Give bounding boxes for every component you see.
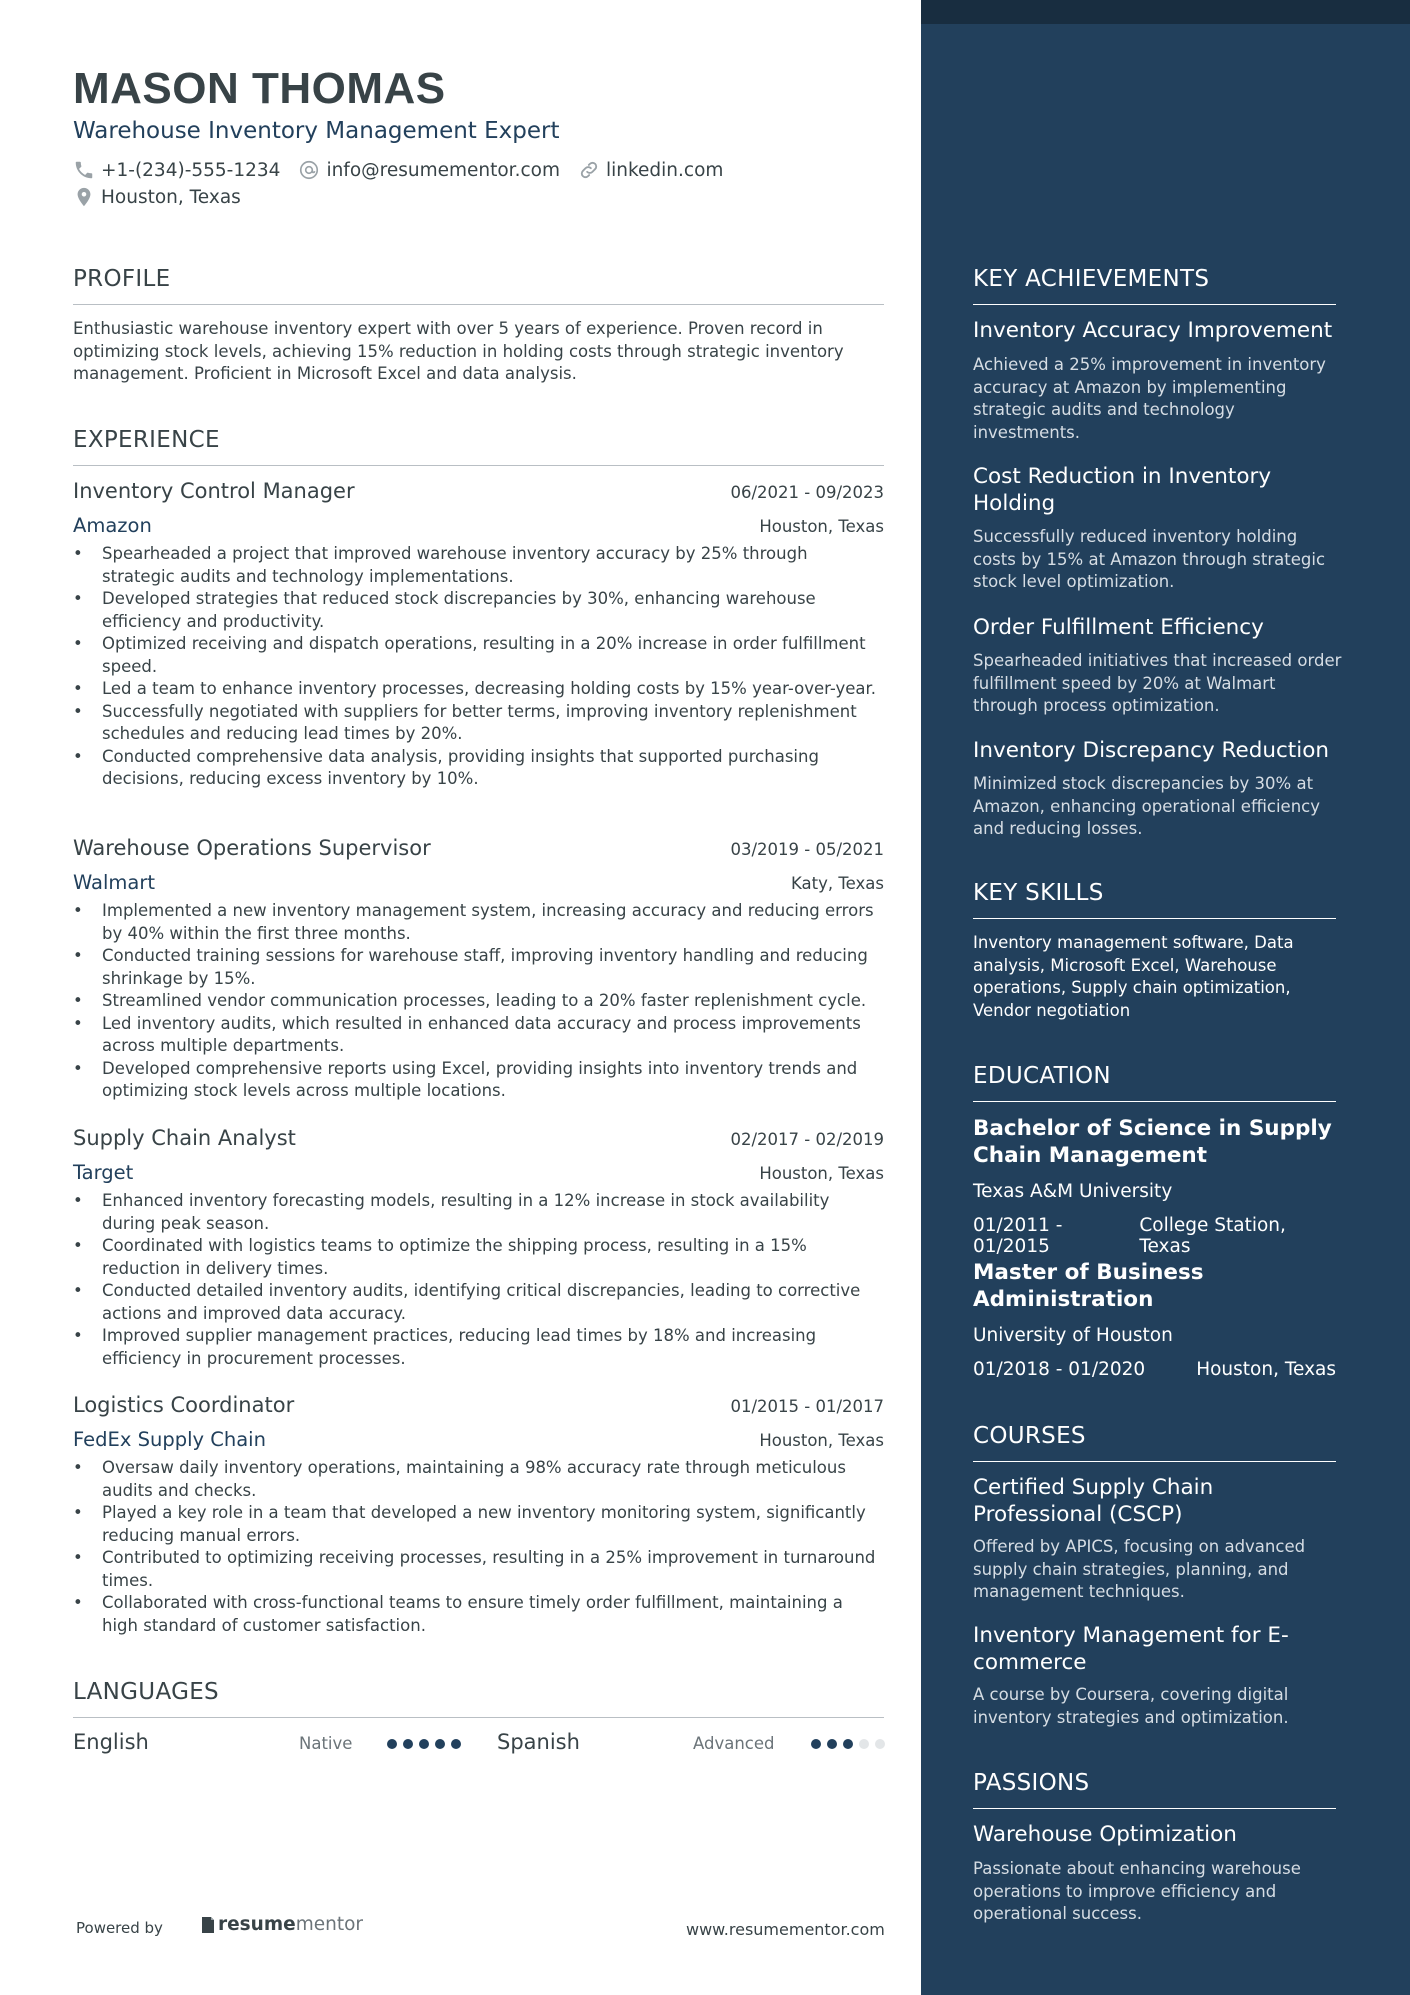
rating-dot-empty (875, 1739, 885, 1749)
job-location: Houston, Texas (759, 1164, 884, 1183)
candidate-name: MASON THOMAS (73, 64, 446, 113)
job-bullet: • Led a team to enhance inventory processes, decreasing holding costs by 15% year-over-year. (73, 678, 884, 701)
language-level: Native (299, 1734, 353, 1753)
education-dates: 01/2018 - 01/2020 (973, 1359, 1146, 1380)
achievement-title: Inventory Accuracy Improvement (973, 318, 1333, 343)
link-icon (578, 159, 600, 181)
location-text: Houston, Texas (101, 186, 241, 208)
language-rating (811, 1739, 891, 1749)
job-bullet: • Streamlined vendor communication processes, leading to a 20% faster replenishment cycle. (73, 990, 884, 1013)
job-bullets (73, 900, 884, 1103)
job-entry (73, 1126, 884, 1370)
job-bullets (73, 543, 884, 791)
courses-heading: COURSES (973, 1423, 1336, 1462)
job-company: Target (73, 1161, 134, 1184)
job-entry (73, 1393, 884, 1637)
passions-heading: PASSIONS (973, 1770, 1336, 1809)
languages-list (73, 1730, 884, 1760)
job-role: Logistics Coordinator (73, 1393, 295, 1417)
rating-dot-filled (827, 1739, 837, 1749)
sidebar-top-bar (921, 0, 1410, 24)
job-bullet: • Played a key role in a team that developed a new inventory monitoring system, significantly reducing manual errors. (73, 1502, 884, 1547)
passion-title: Warehouse Optimization (973, 1822, 1237, 1847)
profile-heading: PROFILE (73, 266, 884, 305)
education-degree: Bachelor of Science in Supply Chain Management (973, 1116, 1332, 1168)
education-location: Houston, Texas (1196, 1359, 1336, 1380)
job-bullet: • Enhanced inventory forecasting models, resulting in a 12% increase in stock availability during peak season. (73, 1190, 884, 1235)
footer-website-link[interactable]: www.resumementor.com (686, 1920, 885, 1939)
job-location: Katy, Texas (791, 874, 884, 893)
language-rating (387, 1739, 467, 1749)
language-item (497, 1730, 580, 1754)
job-bullet: • Conducted training sessions for warehouse staff, improving inventory handling and reducing shrinkage by 15%. (73, 945, 884, 990)
job-location: Houston, Texas (759, 517, 884, 536)
achievement-title: Cost Reduction in Inventory Holding (973, 464, 1272, 516)
languages-heading: LANGUAGES (73, 1679, 884, 1718)
job-bullet: • Led inventory audits, which resulted in enhanced data accuracy and process improvements across multiple departments. (73, 1013, 884, 1058)
job-location: Houston, Texas (759, 1431, 884, 1450)
email-text: info@resumementor.com (326, 159, 560, 181)
course-desc: Offered by APICS, focusing on advanced supply chain strategies, planning, and management techniques. (973, 1537, 1306, 1601)
contact-location (73, 186, 241, 208)
course-title: Certified Supply Chain Professional (CSCP) (973, 1475, 1214, 1527)
rating-dot-filled (403, 1739, 413, 1749)
achievement-title: Order Fulfillment Efficiency (973, 615, 1264, 640)
achievement-desc: Spearheaded initiatives that increased order fulfillment speed by 20% at Walmart through process optimization. (973, 651, 1342, 715)
job-bullet: • Collaborated with cross-functional teams to ensure timely order fulfillment, maintaining a high standard of customer satisfaction. (73, 1592, 884, 1637)
skills-heading: KEY SKILLS (973, 880, 1336, 919)
contact-linkedin[interactable] (578, 159, 723, 181)
language-name: English (73, 1730, 149, 1754)
candidate-title: Warehouse Inventory Management Expert (73, 118, 560, 144)
job-dates: 02/2017 - 02/2019 (730, 1130, 884, 1149)
rating-dot-filled (419, 1739, 429, 1749)
job-dates: 03/2019 - 05/2021 (730, 840, 884, 859)
phone-icon (73, 159, 95, 181)
job-bullet: • Coordinated with logistics teams to optimize the shipping process, resulting in a 15% reduction in delivery times. (73, 1235, 884, 1280)
resumementor-logo[interactable] (198, 1914, 363, 1935)
job-bullet: • Developed comprehensive reports using Excel, providing insights into inventory trends and optimizing stock levels across multiple locations. (73, 1058, 884, 1103)
rating-dot-empty (859, 1739, 869, 1749)
job-role: Inventory Control Manager (73, 479, 355, 503)
job-role: Warehouse Operations Supervisor (73, 836, 431, 860)
profile-text: Enthusiastic warehouse inventory expert with over 5 years of experience. Proven record in optimizing stock levels, achieving 15% reduction in holding costs through strategic inventory management. Proficient in Microsoft Excel and data analysis. (73, 319, 844, 383)
at-icon (298, 159, 320, 181)
achievement-title: Inventory Discrepancy Reduction (973, 738, 1329, 763)
job-dates: 06/2021 - 09/2023 (730, 483, 884, 502)
job-bullet: • Contributed to optimizing receiving processes, resulting in a 25% improvement in turnaround times. (73, 1547, 884, 1592)
passion-desc: Passionate about enhancing warehouse operations to improve efficiency and operational success. (973, 1859, 1301, 1923)
contact-phone[interactable] (73, 159, 280, 181)
rating-dot-filled (843, 1739, 853, 1749)
logo-text-light: mentor (295, 1914, 363, 1935)
education-school: Texas A&M University (973, 1181, 1173, 1202)
education-meta (973, 1215, 1336, 1257)
education-location: College Station, Texas (1139, 1215, 1286, 1257)
job-bullet: • Improved supplier management practices, reducing lead times by 18% and increasing efficiency in procurement processes. (73, 1325, 884, 1370)
rating-dot-filled (387, 1739, 397, 1749)
resumementor-logo-icon (198, 1915, 218, 1935)
education-heading: EDUCATION (973, 1063, 1336, 1102)
rating-dot-filled (451, 1739, 461, 1749)
job-company: FedEx Supply Chain (73, 1428, 266, 1451)
language-level: Advanced (693, 1734, 775, 1753)
job-role: Supply Chain Analyst (73, 1126, 296, 1150)
job-company: Walmart (73, 871, 156, 894)
powered-by-label: Powered by (76, 1919, 163, 1937)
rating-dot-filled (435, 1739, 445, 1749)
phone-text: +1-(234)-555-1234 (101, 159, 281, 181)
education-degree: Master of Business Administration (973, 1260, 1204, 1312)
achievement-desc: Successfully reduced inventory holding costs by 15% at Amazon through strategic stock level optimization. (973, 527, 1326, 591)
achievement-desc: Achieved a 25% improvement in inventory accuracy at Amazon by implementing strategic audits and technology investments. (973, 355, 1326, 442)
course-desc: A course by Coursera, covering digital inventory strategies and optimization. (973, 1685, 1289, 1727)
rating-dot-filled (811, 1739, 821, 1749)
contact-row-2 (73, 186, 259, 208)
experience-heading: EXPERIENCE (73, 427, 884, 466)
job-bullet: • Spearheaded a project that improved warehouse inventory accuracy by 25% through strategic audits and technology implementations. (73, 543, 884, 588)
contact-email[interactable] (298, 159, 560, 181)
job-dates: 01/2015 - 01/2017 (730, 1397, 884, 1416)
job-bullet: • Optimized receiving and dispatch operations, resulting in a 20% increase in order fulfillment speed. (73, 633, 884, 678)
job-entry (73, 479, 884, 791)
contact-row (73, 159, 741, 181)
job-entry (73, 836, 884, 1103)
job-bullet: • Developed strategies that reduced stock discrepancies by 30%, enhancing warehouse efficiency and productivity. (73, 588, 884, 633)
sidebar-column (921, 0, 1410, 1995)
job-bullet: • Oversaw daily inventory operations, maintaining a 98% accuracy rate through meticulous audits and checks. (73, 1457, 884, 1502)
course-title: Inventory Management for E-commerce (973, 1623, 1289, 1675)
job-bullet: • Successfully negotiated with suppliers for better terms, improving inventory replenishment schedules and reducing lead times by 20%. (73, 701, 884, 746)
skills-text: Inventory management software, Data analysis, Microsoft Excel, Warehouse operations, Supply chain optimization, Vendor negotiation (973, 933, 1294, 1020)
achievement-desc: Minimized stock discrepancies by 30% at Amazon, enhancing operational efficiency and reducing losses. (973, 774, 1321, 838)
language-name: Spanish (497, 1730, 580, 1754)
job-bullet: • Implemented a new inventory management system, increasing accuracy and reducing errors by 40% within the first three months. (73, 900, 884, 945)
education-meta (973, 1359, 1336, 1380)
job-bullet: • Conducted comprehensive data analysis, providing insights that supported purchasing decisions, reducing excess inventory by 10%. (73, 746, 884, 791)
job-bullets (73, 1457, 884, 1637)
linkedin-text: linkedin.com (605, 159, 724, 181)
job-company: Amazon (73, 514, 152, 537)
education-dates: 01/2011 - 01/2015 (973, 1215, 1063, 1257)
location-pin-icon (73, 186, 95, 208)
logo-text-bold: resume (218, 1914, 296, 1935)
language-item (73, 1730, 149, 1754)
education-school: University of Houston (973, 1325, 1173, 1346)
achievements-heading: KEY ACHIEVEMENTS (973, 266, 1336, 305)
job-bullet: • Conducted detailed inventory audits, identifying critical discrepancies, leading to corrective actions and improved data accuracy. (73, 1280, 884, 1325)
job-bullets (73, 1190, 884, 1370)
